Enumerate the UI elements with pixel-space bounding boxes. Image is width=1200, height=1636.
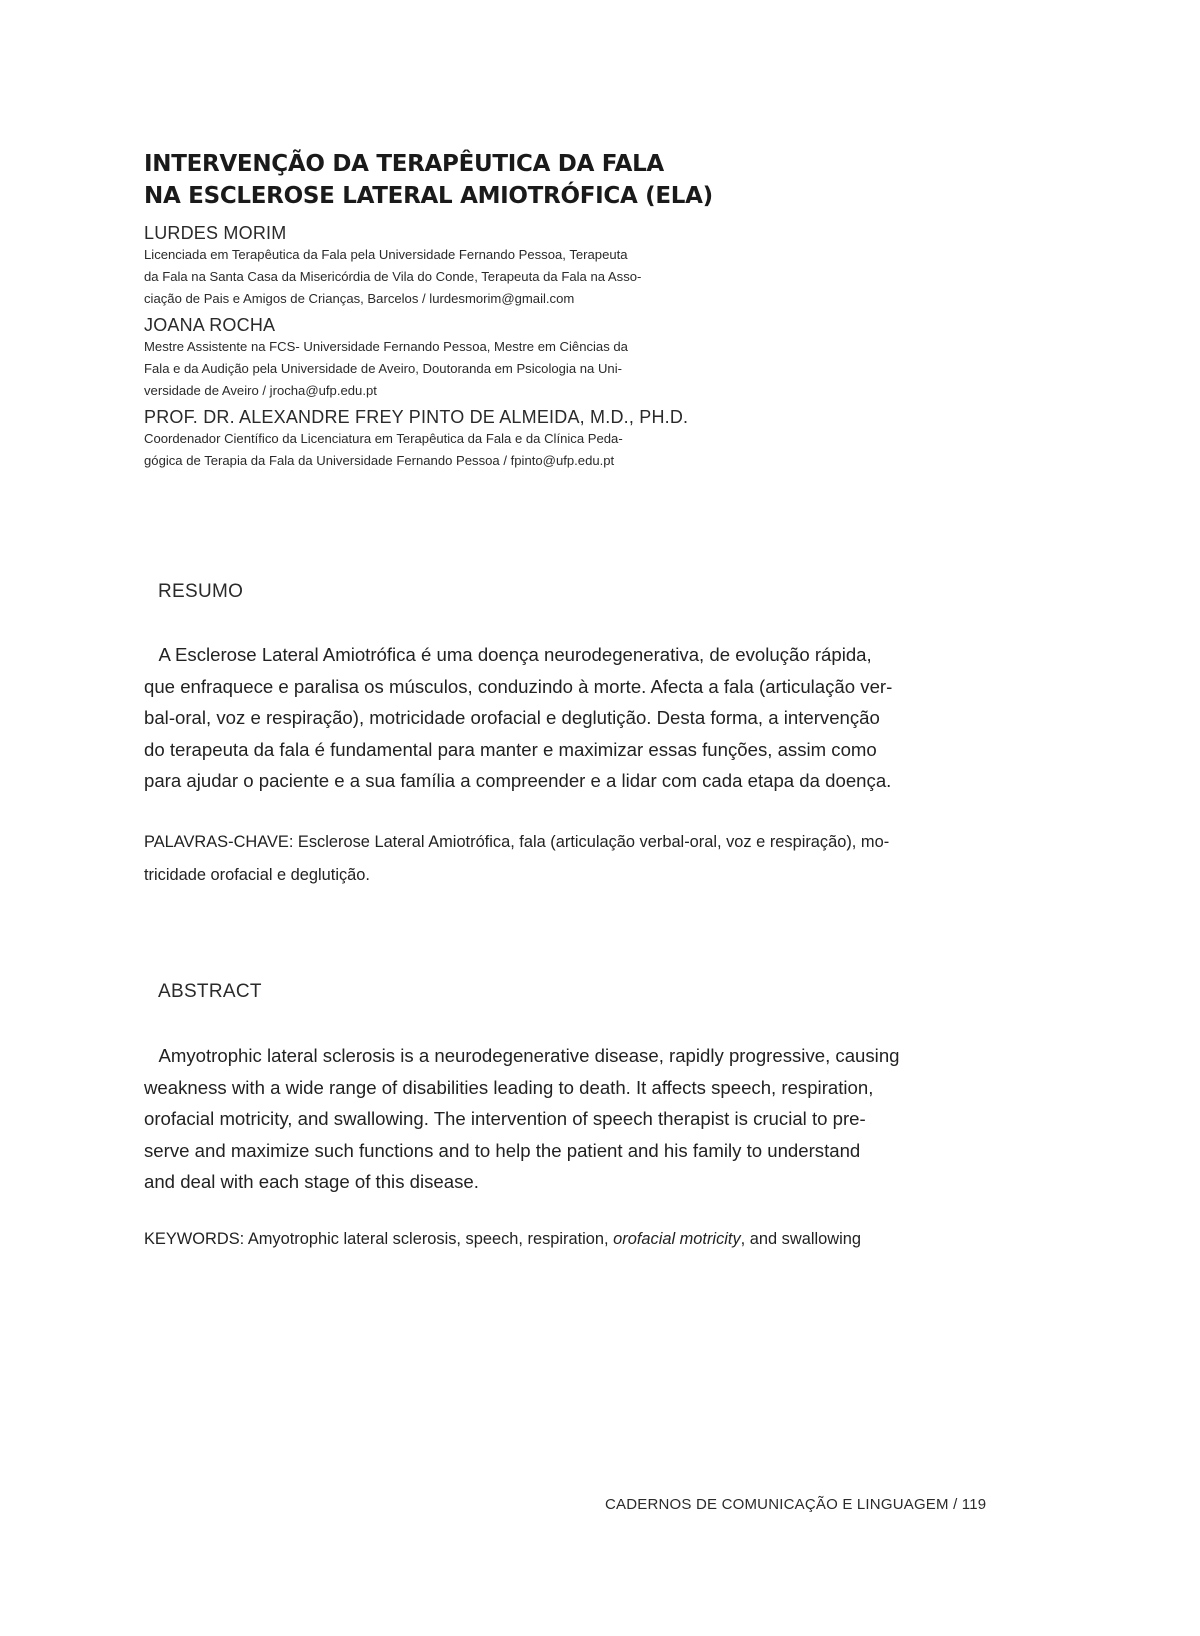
affiliation-line: versidade de Aveiro / jrocha@ufp.edu.pt xyxy=(144,383,377,398)
affiliation-line: Mestre Assistente na FCS- Universidade Fernando Pessoa, Mestre em Ciências da xyxy=(144,339,628,354)
author-block xyxy=(144,314,1044,402)
author-list xyxy=(144,218,1044,472)
keywords xyxy=(144,1223,1044,1256)
resumo-line: A Esclerose Lateral Amiotrófica é uma doença neurodegenerativa, de evolução rápida, xyxy=(144,644,872,665)
abstract-heading: ABSTRACT xyxy=(158,981,262,1002)
keywords-line: tricidade orofacial e deglutição. xyxy=(144,866,370,884)
page-footer: CADERNOS DE COMUNICAÇÃO E LINGUAGEM / 119 xyxy=(605,1496,987,1513)
affiliation-line: Coordenador Científico da Licenciatura em Terapêutica da Fala e da Clínica Peda- xyxy=(144,431,623,446)
keywords-line xyxy=(144,1223,1044,1256)
keywords-suffix: , and swallowing xyxy=(740,1230,861,1248)
author-affiliation xyxy=(144,336,1044,402)
keywords-line: PALAVRAS-CHAVE: Esclerose Lateral Amiotrófica, fala (articulação verbal-oral, voz e respiração), mo- xyxy=(144,833,890,851)
keywords-italic: orofacial motricity xyxy=(613,1230,741,1248)
affiliation-line: ciação de Pais e Amigos de Crianças, Barcelos / lurdesmorim@gmail.com xyxy=(144,291,575,306)
author-block xyxy=(144,222,1044,310)
article-title xyxy=(144,148,884,212)
resumo-line: do terapeuta da fala é fundamental para manter e maximizar essas funções, assim como xyxy=(144,738,877,760)
abstract-line: Amyotrophic lateral sclerosis is a neurodegenerative disease, rapidly progressive, causing xyxy=(144,1045,900,1066)
author-affiliation xyxy=(144,428,1044,472)
affiliation-line: da Fala na Santa Casa da Misericórdia de Vila do Conde, Terapeuta da Fala na Asso- xyxy=(144,269,642,284)
author-name: LURDES MORIM xyxy=(144,223,287,243)
affiliation-line: Licenciada em Terapêutica da Fala pela Universidade Fernando Pessoa, Terapeuta xyxy=(144,247,628,262)
abstract-line: serve and maximize such functions and to help the patient and his family to understand xyxy=(144,1139,861,1161)
affiliation-line: gógica de Terapia da Fala da Universidade Fernando Pessoa / fpinto@ufp.edu.pt xyxy=(144,453,615,468)
author-name: PROF. DR. ALEXANDRE FREY PINTO DE ALMEIDA, M.D., PH.D. xyxy=(144,407,689,427)
palavras-chave xyxy=(144,826,1044,892)
resumo-paragraph xyxy=(144,639,1044,797)
author-affiliation xyxy=(144,244,1044,310)
resumo-heading: RESUMO xyxy=(158,581,244,602)
abstract-line: orofacial motricity, and swallowing. The intervention of speech therapist is crucial to pre- xyxy=(144,1108,866,1129)
title-line-2: NA ESCLEROSE LATERAL AMIOTRÓFICA (ELA) xyxy=(144,183,713,209)
resumo-line: para ajudar o paciente e a sua família a compreender e a lidar com cada etapa da doença. xyxy=(144,770,892,791)
abstract-paragraph xyxy=(144,1040,1044,1198)
abstract-line: and deal with each stage of this disease. xyxy=(144,1171,479,1192)
abstract-line: weakness with a wide range of disabilities leading to death. It affects speech, respiration, xyxy=(144,1076,874,1098)
resumo-line: bal-oral, voz e respiração), motricidade orofacial e deglutição. Desta forma, a intervenção xyxy=(144,707,880,728)
resumo-line: que enfraquece e paralisa os músculos, conduzindo à morte. Afecta a fala (articulação ver- xyxy=(144,675,893,697)
affiliation-line: Fala e da Audição pela Universidade de Aveiro, Doutoranda em Psicologia na Uni- xyxy=(144,361,622,376)
title-line-1: INTERVENÇÃO DA TERAPÊUTICA DA FALA xyxy=(144,151,664,177)
keywords-prefix: KEYWORDS: Amyotrophic lateral sclerosis, speech, respiration, xyxy=(144,1230,614,1248)
author-block xyxy=(144,406,1044,472)
author-name: JOANA ROCHA xyxy=(144,315,276,335)
